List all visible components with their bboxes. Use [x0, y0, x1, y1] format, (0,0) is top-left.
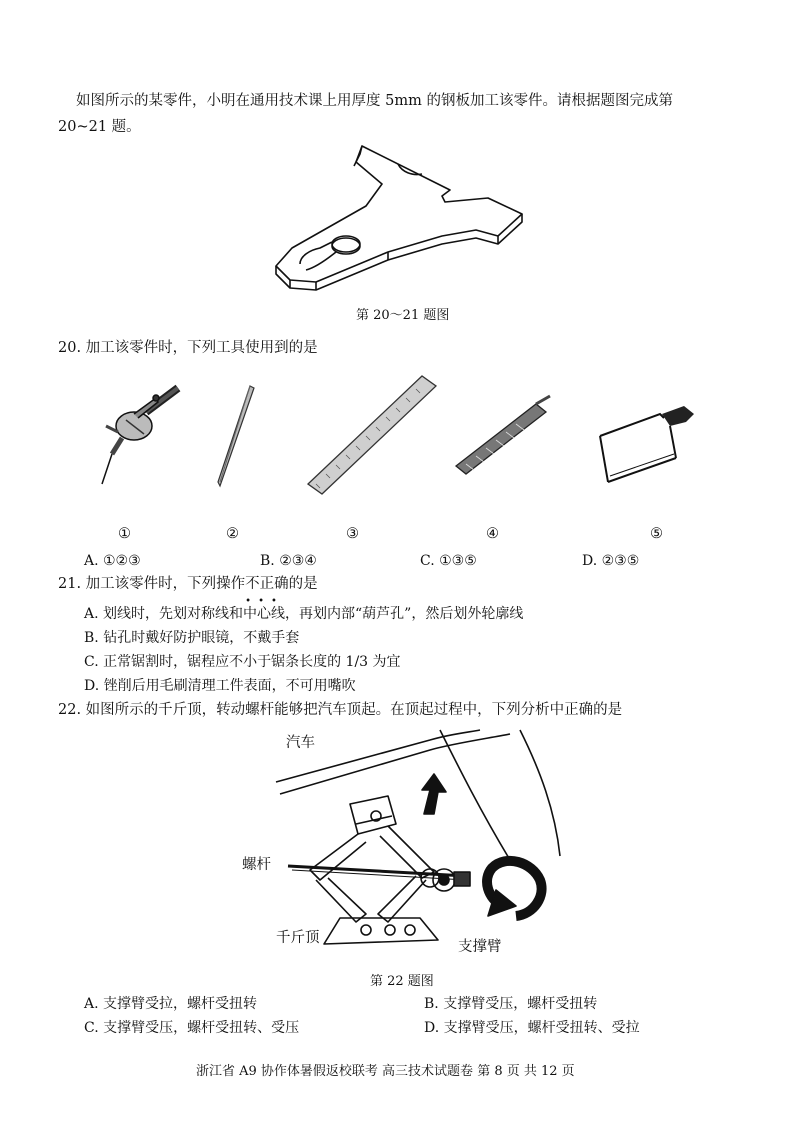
question-22-option-d: D. 支撑臂受压，螺杆受扭转、受拉	[424, 1020, 640, 1036]
question-21-stem	[58, 574, 318, 607]
question-20-stem: 20. 加工该零件时，下列工具使用到的是	[58, 340, 318, 356]
question-22-stem: 22. 如图所示的千斤顶，转动螺杆能够把汽车顶起。在顶起过程中，下列分析中正确的是	[58, 702, 623, 718]
question-22-option-c: C. 支撑臂受压，螺杆受扭转、受压	[84, 1020, 300, 1036]
figure-22-caption: 第 22 题图	[370, 974, 434, 989]
file-icon	[452, 394, 556, 476]
question-22-option-a: A. 支撑臂受拉，螺杆受扭转	[84, 996, 258, 1012]
label-support-arm: 支撑臂	[458, 939, 502, 955]
question-20-option-d: D. ②③⑤	[582, 553, 640, 569]
hand-drill-icon	[86, 380, 196, 492]
intro-line-2: 20~21 题。	[58, 119, 141, 135]
tool-label-4: ④	[486, 526, 499, 542]
question-20-option-c: C. ①③⑤	[420, 553, 477, 569]
figure-20-21-caption: 第 20～21 题图	[356, 308, 450, 323]
question-20-option-a: A. ①②③	[84, 553, 141, 569]
question-21-stem-emphasis	[245, 576, 289, 607]
tool-label-1: ①	[118, 526, 131, 542]
emphasis-dots: •••	[245, 596, 284, 607]
intro-line-1: 如图所示的某零件，小明在通用技术课上用厚度 5mm 的钢板加工该零件。请根据题图完成第	[76, 93, 673, 109]
hacksaw-icon	[590, 396, 702, 488]
car-jack-drawing	[270, 730, 590, 960]
question-21-option-d: D. 锉削后用毛刷清理工件表面，不可用嘴吹	[84, 678, 356, 694]
label-jack: 千斤顶	[276, 930, 320, 946]
question-21-emphasis-text: 不正确	[245, 576, 289, 592]
question-21-option-c: C. 正常锯割时，锯程应不小于锯条长度的 1/3 为宜	[84, 654, 401, 670]
question-21-option-a: A. 划线时，先划对称线和中心线，再划内部“葫芦孔”，然后划外轮廓线	[84, 606, 524, 622]
part-drawing	[270, 140, 530, 292]
question-20-option-b: B. ②③④	[260, 553, 317, 569]
question-22-option-b: B. 支撑臂受压，螺杆受扭转	[424, 996, 598, 1012]
question-21-stem-after: 的是	[288, 576, 318, 592]
question-21-stem-before: 21. 加工该零件时，下列操作	[58, 576, 246, 592]
scriber-icon	[206, 382, 266, 490]
label-screw: 螺杆	[242, 857, 271, 873]
label-car: 汽车	[286, 735, 315, 751]
tool-label-2: ②	[226, 526, 239, 542]
question-21-option-b: B. 钻孔时戴好防护眼镜，不戴手套	[84, 630, 300, 646]
tool-label-5: ⑤	[650, 526, 663, 542]
tool-label-3: ③	[346, 526, 359, 542]
steel-ruler-icon	[304, 372, 440, 498]
page-footer: 浙江省 A9 协作体暑假返校联考 高三技术试题卷 第 8 页 共 12 页	[196, 1064, 575, 1079]
